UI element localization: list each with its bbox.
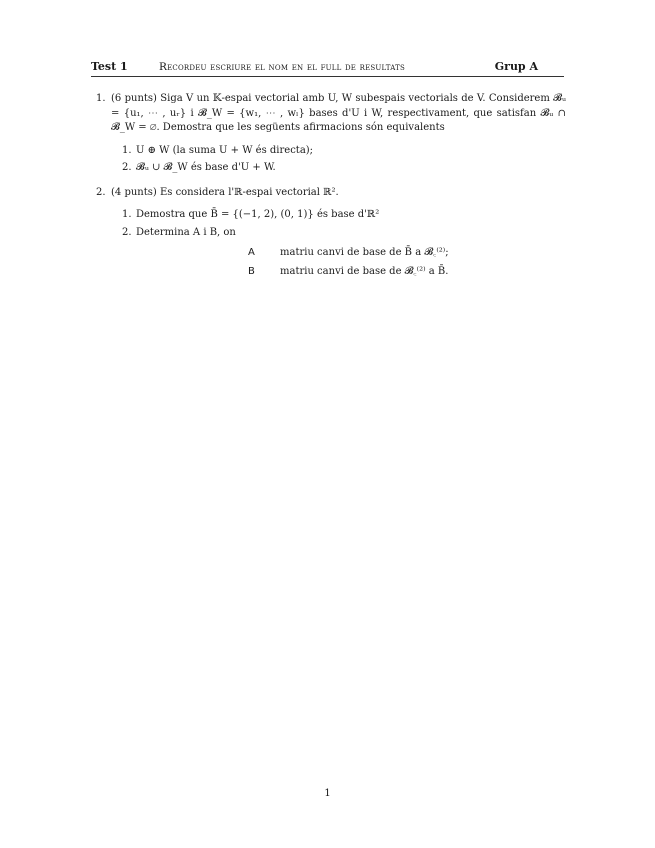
- problem-items: [111, 208, 566, 240]
- page-header: [91, 60, 564, 77]
- definition-key: A: [248, 247, 255, 258]
- problem-number: 2.: [96, 186, 106, 198]
- problem-items: [111, 144, 566, 176]
- matrix-definitions: [248, 246, 566, 279]
- item-text: 𝓑ᵤ ∪ 𝓑_W és base d'U + W.: [136, 162, 276, 173]
- definition-text: matriu canvi de base de 𝓑꜀⁽²⁾ a B̄.: [280, 265, 449, 277]
- problem-2: [96, 186, 566, 280]
- problem-statement: (6 punts) Siga V un 𝕂-espai vectorial amb U, W subespais vectorials de V. Considerem 𝓑ᵤ = {u₁, ⋯ , uᵣ} i 𝓑_W = {w₁, ⋯ , wₗ} bases d'U i W, respectivament, que satisfan 𝓑ᵤ ∩ 𝓑_W = ∅. Demostra que les següents afirmacions són equivalents: [111, 93, 566, 133]
- item-text: U ⊕ W (la suma U + W és directa);: [136, 144, 314, 156]
- test-label: Test 1: [91, 60, 128, 73]
- list-item: [122, 161, 566, 176]
- exam-content: [96, 92, 566, 289]
- item-number: 1.: [122, 144, 132, 156]
- definition-key: B: [248, 265, 255, 277]
- problem-number: 1.: [96, 93, 106, 104]
- list-item: [122, 208, 566, 223]
- item-text: Demostra que B̄ = {(−1, 2), (0, 1)} és base d'ℝ²: [136, 209, 380, 220]
- page-number: 1: [324, 788, 331, 799]
- item-number: 1.: [122, 209, 132, 220]
- definition-row: [248, 246, 566, 261]
- problem-1: [96, 92, 566, 176]
- item-text: Determina A i B, on: [136, 226, 236, 238]
- header-reminder: Recordeu escriure el nom en el full de resultats: [159, 61, 406, 73]
- item-number: 2.: [122, 162, 132, 173]
- group-label: Grup A: [494, 60, 538, 73]
- list-item: [122, 226, 566, 241]
- list-item: [122, 144, 566, 159]
- definition-text: matriu canvi de base de B̄ a 𝓑꜀⁽²⁾;: [280, 247, 449, 258]
- definition-row: [248, 265, 566, 280]
- item-number: 2.: [122, 226, 132, 238]
- problem-statement: (4 punts) Es considera l'ℝ-espai vectorial ℝ².: [111, 186, 339, 198]
